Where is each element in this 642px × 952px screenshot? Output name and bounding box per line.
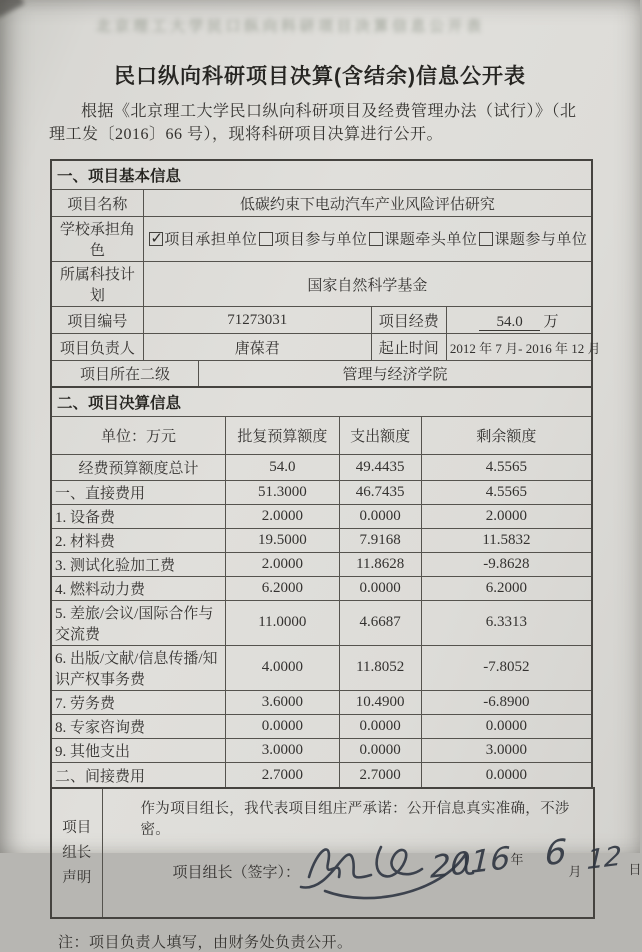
table-row: [51, 788, 594, 918]
role-option: [367, 228, 477, 249]
role-option: [477, 228, 587, 249]
unit-header: 单位：万元: [51, 416, 226, 454]
row-budget: 0.0000: [226, 714, 339, 738]
table-row: [51, 160, 592, 190]
table-row: [51, 361, 592, 387]
row-name: 经费预算额度总计: [51, 454, 226, 480]
basic-info-table: [50, 159, 601, 388]
declaration-label-line: 项目: [62, 820, 92, 837]
leader-label: 项目负责人: [51, 334, 143, 361]
row-name: 2. 材料费: [51, 528, 226, 552]
handwritten-month: 6: [543, 832, 567, 875]
table-row: [51, 307, 592, 334]
row-budget: 6.2000: [226, 576, 339, 600]
row-name: 9. 其他支出: [51, 738, 226, 762]
role-option-label: 项目承担单位: [164, 232, 258, 249]
row-remain: 2.0000: [421, 504, 592, 528]
row-budget: 3.6000: [226, 690, 339, 714]
declaration-label: [51, 788, 102, 918]
role-option: [257, 228, 367, 249]
table-row: [51, 645, 592, 690]
row-spent: 11.8052: [339, 645, 421, 690]
school-value: 管理与经济学院: [199, 361, 592, 387]
school-label: 项目所在二级: [51, 361, 199, 387]
row-budget: 19.5000: [226, 528, 339, 552]
row-spent: 46.7435: [339, 480, 421, 504]
day-unit: 日: [628, 862, 642, 878]
row-spent: 2.7000: [339, 762, 421, 788]
col-header-remain: 剩余额度: [421, 416, 592, 454]
month-unit: 月: [568, 864, 582, 880]
table-row: [51, 190, 592, 217]
declaration-table: [50, 787, 642, 919]
funds-value: 54.0: [479, 314, 539, 331]
section2-header: 二、项目决算信息: [51, 387, 592, 417]
row-spent: 49.4435: [339, 454, 421, 480]
declaration-label-line: 声明: [62, 869, 92, 886]
funds-cell: [446, 307, 592, 334]
row-remain: 11.5832: [421, 528, 592, 552]
role-label: 学校承担角色: [51, 217, 143, 262]
row-remain: 3.0000: [421, 738, 592, 762]
project-number-label: 项目编号: [51, 307, 143, 334]
row-budget: 2.0000: [226, 552, 339, 576]
table-row: [51, 738, 592, 762]
table-row: [51, 454, 592, 480]
table-row: [51, 334, 592, 361]
form-sheet: [50, 159, 642, 919]
table-row: [51, 528, 592, 552]
row-remain: -6.8900: [421, 690, 592, 714]
table-row: [51, 262, 592, 307]
handwritten-year: 2016: [429, 840, 511, 887]
table-row: [51, 552, 592, 576]
row-name: 二、间接费用: [51, 762, 226, 788]
row-spent: 11.8628: [339, 552, 421, 576]
row-budget: 2.7000: [226, 762, 339, 788]
handwritten-day: 12: [585, 841, 622, 877]
row-budget: 3.0000: [226, 738, 339, 762]
project-name-label: 项目名称: [51, 190, 143, 217]
table-row: [51, 576, 592, 600]
row-remain: 4.5565: [421, 454, 592, 480]
year-unit: 年: [510, 852, 524, 868]
row-spent: 0.0000: [339, 504, 421, 528]
period-label: 起止时间: [371, 334, 446, 361]
table-row: [51, 480, 592, 504]
row-remain: 0.0000: [421, 762, 592, 788]
declaration-body: [102, 788, 642, 918]
checkbox-icon: [259, 232, 273, 246]
table-row: [51, 714, 592, 738]
budget-table: [50, 386, 593, 790]
row-name: 5. 差旅/会议/国际合作与交流费: [51, 600, 226, 645]
row-spent: 7.9168: [339, 528, 421, 552]
period-value: 2012 年 7 月- 2016 年 12 月: [446, 334, 592, 361]
row-remain: -7.8052: [421, 645, 592, 690]
role-option-label: 课题参与单位: [494, 232, 588, 249]
project-name-value: 低碳约束下电动汽车产业风险评估研究: [143, 190, 592, 217]
row-name: 4. 燃料动力费: [51, 576, 226, 600]
signature-row: [113, 832, 642, 889]
funds-unit: 万: [543, 313, 559, 330]
table-row: [51, 217, 592, 262]
table-row: [51, 504, 592, 528]
row-name: 一、直接费用: [51, 480, 226, 504]
row-budget: 2.0000: [226, 504, 339, 528]
row-name: 6. 出版/文献/信息传播/知识产权事务费: [51, 645, 226, 690]
project-number-value: 71273031: [143, 307, 371, 334]
row-budget: 54.0: [226, 454, 339, 480]
row-spent: 10.4900: [339, 690, 421, 714]
leader-value: 唐葆君: [143, 334, 371, 361]
row-spent: 4.6687: [339, 600, 421, 645]
col-header-spent: 支出额度: [339, 416, 421, 454]
checkbox-checked-icon: [149, 232, 163, 246]
row-name: 8. 专家咨询费: [51, 714, 226, 738]
bleedthrough-ghost-text: 北京理工大学民口纵向科研项目决算信息公开表: [96, 18, 485, 35]
role-options: [143, 217, 592, 262]
col-header-budget: 批复预算额度: [226, 416, 339, 454]
declaration-label-line: 组长: [62, 845, 92, 862]
table-row: [51, 416, 592, 454]
row-name: 7. 劳务费: [51, 690, 226, 714]
signature-label: 项目组长（签字）：: [172, 865, 301, 882]
table-row: [51, 690, 592, 714]
role-option-label: 项目参与单位: [274, 232, 368, 249]
table-row: [51, 387, 592, 417]
row-budget: 4.0000: [226, 645, 339, 690]
row-remain: 4.5565: [421, 480, 592, 504]
checkbox-icon: [369, 232, 383, 246]
row-name: 3. 测试化验加工费: [51, 552, 226, 576]
document-title: 民口纵向科研项目决算(含结余)信息公开表: [114, 65, 526, 88]
row-remain: -9.8628: [421, 552, 592, 576]
checkbox-icon: [479, 232, 493, 246]
table-row: [51, 600, 592, 645]
row-remain: 0.0000: [421, 714, 592, 738]
footnote: 注：项目负责人填写，由财务处负责公开。: [58, 935, 353, 952]
role-option: [147, 228, 257, 249]
row-spent: 0.0000: [339, 576, 421, 600]
row-spent: 0.0000: [339, 738, 421, 762]
program-value: 国家自然科学基金: [143, 262, 592, 307]
program-label: 所属科技计划: [51, 262, 143, 307]
row-spent: 0.0000: [339, 714, 421, 738]
row-remain: 6.3313: [421, 600, 592, 645]
declaration-statement: 作为项目组长，我代表项目组庄严承诺：公开信息真实准确，不涉密。: [140, 801, 570, 839]
table-row: [51, 762, 592, 788]
row-budget: 51.3000: [226, 480, 339, 504]
intro-paragraph: 根据《北京理工大学民口纵向科研项目及经费管理办法（试行）》（北理工发〔2016〕66 号），现将科研项目决算进行公开。: [49, 103, 577, 143]
section1-header: 一、项目基本信息: [51, 160, 592, 190]
row-remain: 6.2000: [421, 576, 592, 600]
role-option-label: 课题牵头单位: [384, 232, 478, 249]
funds-label: 项目经费: [371, 307, 446, 334]
row-budget: 11.0000: [226, 600, 339, 645]
row-name: 1. 设备费: [51, 504, 226, 528]
